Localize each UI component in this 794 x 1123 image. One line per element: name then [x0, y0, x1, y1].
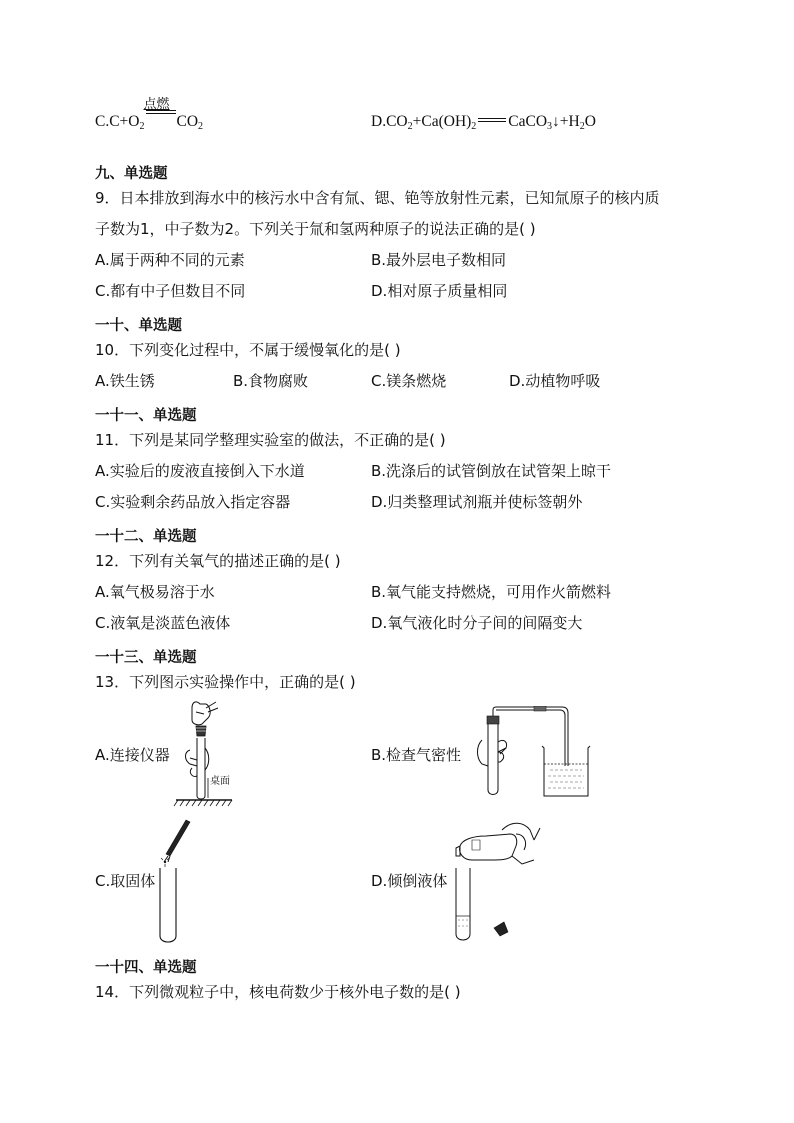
reactant: $C+O_2$ — [109, 113, 145, 132]
option-a[interactable]: A.铁生锈 — [95, 372, 155, 390]
question-text: 10．下列变化过程中，不属于缓慢氧化的是( ) — [95, 341, 401, 359]
option-d[interactable]: D.相对原子质量相同 — [371, 282, 508, 300]
option-c[interactable]: C.液氧是淡蓝色液体 — [95, 614, 231, 632]
question-text: 14．下列微观粒子中，核电荷数少于核外电子数的是( ) — [95, 983, 461, 1001]
option-c[interactable]: C.实验剩余药品放入指定容器 — [95, 493, 291, 511]
option-c[interactable]: C.镁条燃烧 — [371, 372, 447, 390]
figure-airtightness-check — [470, 706, 596, 802]
option-d[interactable]: D.动植物呼吸 — [509, 372, 601, 390]
section-heading: 一十四、单选题 — [95, 960, 197, 976]
question-text: 9．日本排放到海水中的核污水中含有氚、锶、铯等放射性元素，已知氚原子的核内质 — [95, 189, 660, 207]
option-b[interactable]: B.检查气密性 — [371, 746, 462, 764]
option-b[interactable]: B.氧气能支持燃烧，可用作火箭燃料 — [371, 583, 612, 601]
desk-label: 桌面 — [210, 776, 230, 787]
connect-apparatus-drawing — [170, 698, 240, 810]
option-b[interactable]: B.洗涤后的试管倒放在试管架上晾干 — [371, 462, 612, 480]
section-heading: 一十、单选题 — [95, 318, 182, 334]
question-text: 12．下列有关氧气的描述正确的是( ) — [95, 552, 341, 570]
option-a[interactable]: A.属于两种不同的元素 — [95, 251, 245, 269]
option-a[interactable]: A.连接仪器 — [95, 746, 170, 764]
option-c[interactable]: C.都有中子但数目不同 — [95, 282, 246, 300]
figure-pour-liquid — [450, 820, 550, 948]
option-c[interactable]: C.取固体 — [95, 872, 156, 890]
section-heading: 一十一、单选题 — [95, 408, 197, 424]
option-d[interactable]: D.归类整理试剂瓶并使标签朝外 — [371, 493, 583, 511]
figure-take-solid — [152, 818, 202, 946]
option-c-equation — [95, 97, 204, 132]
option-d[interactable]: D.倾倒液体 — [371, 872, 448, 890]
equals-sign — [478, 118, 506, 122]
option-d[interactable]: D.氧气液化时分子间的间隔变大 — [371, 614, 583, 632]
reaction-arrow — [143, 97, 176, 131]
option-a[interactable]: A.氧气极易溶于水 — [95, 583, 215, 601]
product: $CO_2$ — [176, 113, 204, 132]
airtightness-drawing — [470, 706, 596, 802]
reaction-condition: 点燃 — [143, 97, 170, 112]
question-text: 子数为1，中子数为2。下列关于氚和氢两种原子的说法正确的是( ) — [95, 220, 536, 238]
option-b[interactable]: B.食物腐败 — [233, 372, 309, 390]
section-heading: 一十二、单选题 — [95, 529, 197, 545]
option-a[interactable]: A.实验后的废液直接倒入下水道 — [95, 462, 305, 480]
question-text: 11．下列是某同学整理实验室的做法，不正确的是( ) — [95, 431, 446, 449]
section-heading: 一十三、单选题 — [95, 650, 197, 666]
option-b[interactable]: B.最外层电子数相同 — [371, 251, 507, 269]
pour-liquid-drawing — [450, 820, 550, 948]
option-d-equation: $D.CO_2+Ca(OH)_2$ $CaCO_3↓+H_2O$ — [371, 113, 596, 132]
section-heading: 九、单选题 — [95, 166, 168, 182]
figure-connect-apparatus — [170, 698, 240, 810]
take-solid-drawing — [152, 818, 202, 946]
option-letter: C. — [95, 113, 110, 130]
question-text: 13．下列图示实验操作中，正确的是( ) — [95, 673, 356, 691]
